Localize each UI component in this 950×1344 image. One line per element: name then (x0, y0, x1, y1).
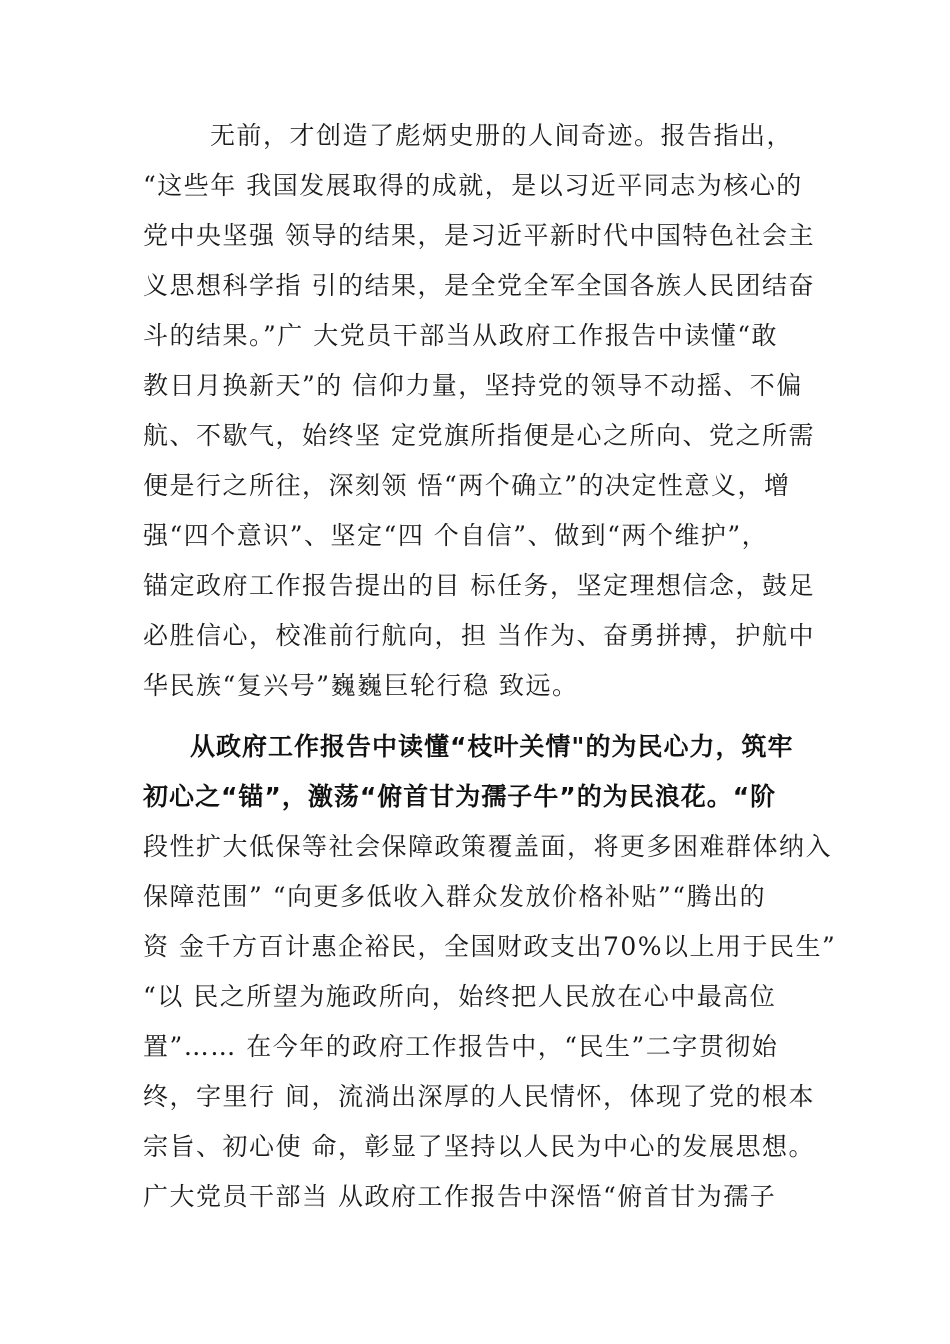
text-line-20: 终，字里行 间，流淌出深厚的人民情怀，体现了党的根本 (143, 1082, 815, 1111)
text-line-8: 便是行之所往，深刻领 悟“两个确立”的决定性意义，增 (143, 471, 791, 500)
text-line-18: “以 民之所望为施政所向，始终把人民放在心中最高位 (143, 982, 777, 1011)
text-line-10: 锚定政府工作报告提出的目 标任务，坚定理想信念，鼓足 (143, 571, 815, 600)
section-heading-line-1: 从政府工作报告中读懂“枝叶关情"的为民心力，筑牢 (190, 732, 794, 761)
text-line-4: 义思想科学指 引的结果，是全党全军全国各族人民团结奋 (143, 271, 815, 300)
text-line-19: 置”…… 在今年的政府工作报告中，“民生”二字贯彻始 (143, 1032, 779, 1061)
text-line-21: 宗旨、初心使 命，彰显了坚持以人民为中心的发展思想。 (143, 1132, 815, 1161)
text-line-1: 无前，才创造了彪炳史册的人间奇迹。报告指出， (210, 121, 794, 150)
text-line-6: 教日月换新天”的 信仰力量，坚持党的领导不动摇、不偏 (143, 371, 803, 400)
text-line-11: 必胜信心，校准前行航向，担 当作为、奋勇拼搏，护航中 (143, 621, 815, 650)
text-line-16: 保障范围” “向更多低收入群众发放价格补贴”“腾出的 (143, 882, 767, 911)
text-line-22: 广大党员干部当 从政府工作报告中深悟“俯首甘为孺子 (143, 1182, 777, 1211)
text-line-7: 航、不歇气，始终坚 定党旗所指便是心之所向、党之所需 (143, 421, 815, 450)
text-line-9: 强“四个意识”、坚定“四 个自信”、做到“两个维护”， (143, 521, 769, 550)
text-line-15: 段性扩大低保等社会保障政策覆盖面，将更多困难群体纳入 (143, 832, 833, 861)
section-heading-line-2: 初心之“锚”，激荡“俯首甘为孺子牛”的为民浪花。“阶 (143, 782, 777, 811)
text-line-2: “这些年 我国发展取得的成就，是以习近平同志为核心的 (143, 171, 803, 200)
text-line-5: 斗的结果。”广 大党员干部当从政府工作报告中读懂“敢 (143, 321, 779, 350)
text-line-17: 资 金千方百计惠企裕民，全国财政支出70%以上用于民生” (143, 932, 837, 961)
text-line-3: 党中央坚强 领导的结果，是习近平新时代中国特色社会主 (143, 221, 815, 250)
text-line-12: 华民族“复兴号”巍巍巨轮行稳 致远。 (143, 671, 579, 700)
